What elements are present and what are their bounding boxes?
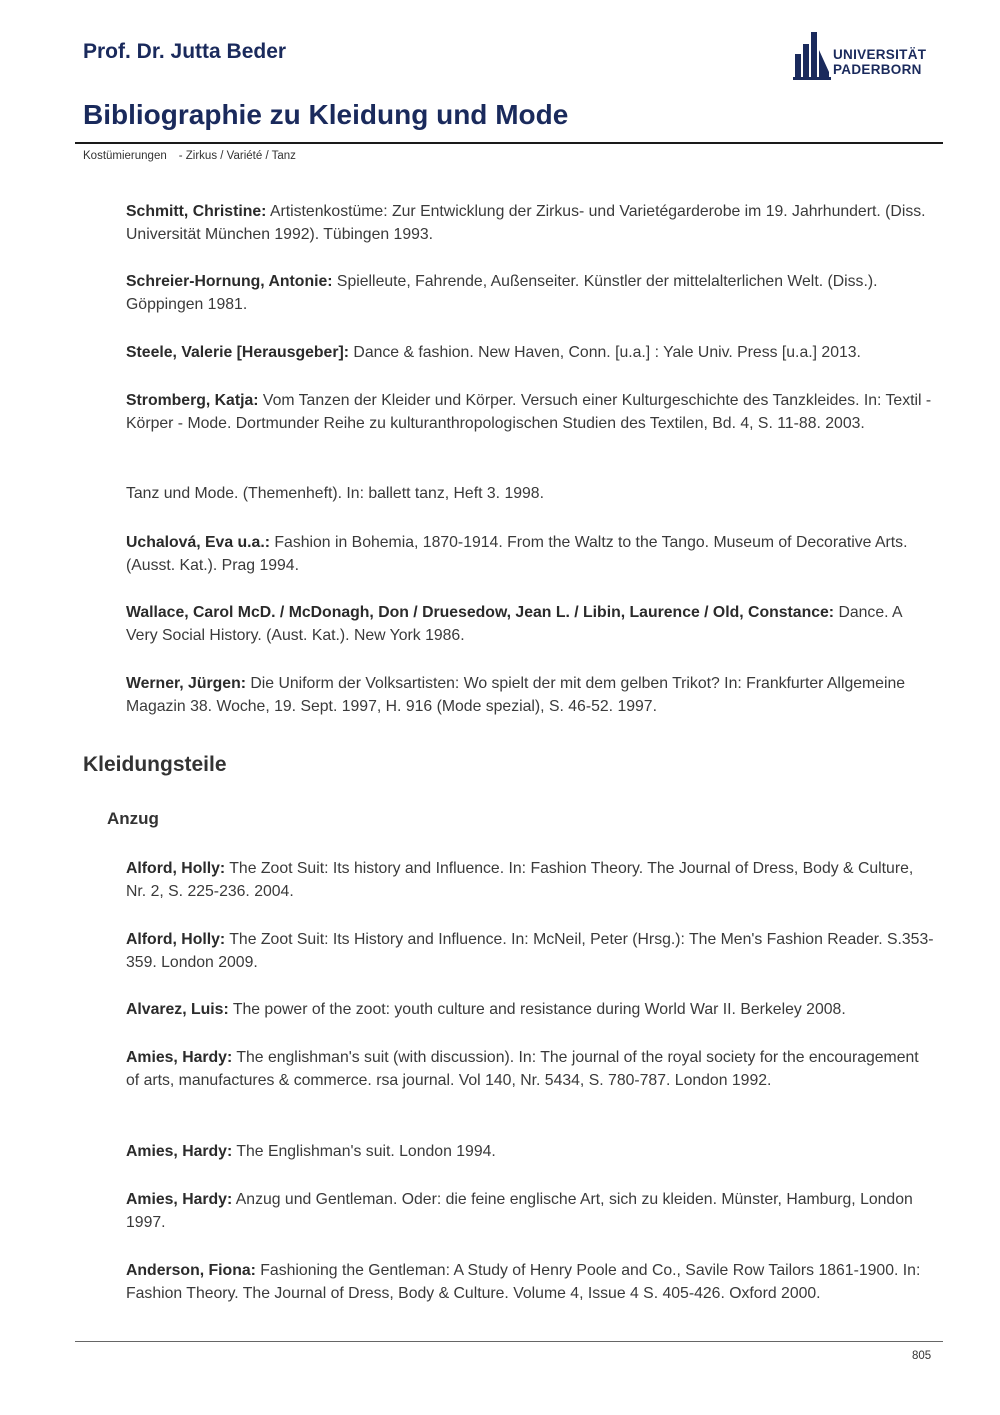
logo-line-2: PADERBORN (833, 62, 922, 77)
entry-text: Fashion in Bohemia, 1870-1914. From the Waltz to the Tango. Museum of Decorative Arts. (Ausst. Kat.). Prag 1994. (126, 534, 908, 574)
entry-text: Spielleute, Fahrende, Außenseiter. Künstler der mittelalterlichen Welt. (Diss.). Göppingen 1981. (126, 273, 878, 313)
bibliography-entry (126, 999, 936, 1022)
entry-author: Werner, Jürgen: (126, 675, 246, 692)
bibliography-entry (126, 858, 936, 903)
bibliography-entry (126, 673, 936, 718)
entry-author: Alford, Holly: (126, 931, 226, 948)
entry-author: Amies, Hardy: (126, 1143, 233, 1160)
bibliography-entry (126, 342, 936, 365)
entry-text: The Zoot Suit: Its History and Influence. In: McNeil, Peter (Hrsg.): The Men's Fashion Reader. S.353-359. London 2009. (126, 931, 934, 971)
entry-author: Steele, Valerie [Herausgeber]: (126, 344, 350, 361)
bibliography-entry (126, 1141, 936, 1164)
bibliography-entry (126, 201, 936, 246)
logo-line-1: UNIVERSITÄT (833, 47, 927, 62)
entry-text: Dance. A Very Social History. (Aust. Kat.). New York 1986. (126, 604, 902, 644)
entry-text: The englishman's suit (with discussion). In: The journal of the royal society for the encouragement of arts, manufactures & commerce. rsa journal. Vol 140, Nr. 5434, S. 780-787. London 1992. (126, 1049, 919, 1089)
entry-author: Schmitt, Christine: (126, 203, 267, 220)
entry-text: Dance & fashion. New Haven, Conn. [u.a.] : Yale Univ. Press [u.a.] 2013. (349, 344, 861, 361)
bibliography-entry (126, 1260, 936, 1305)
footer-divider (75, 1341, 943, 1342)
entry-text: Artistenkostüme: Zur Entwicklung der Zirkus- und Varietégarderobe im 19. Jahrhundert. (Diss. Universität München 1992). Tübingen 1993. (126, 203, 926, 243)
bibliography-entry (126, 929, 936, 974)
entry-author: Alford, Holly: (126, 860, 226, 877)
entry-author: Schreier-Hornung, Antonie: (126, 273, 333, 290)
author-name: Prof. Dr. Jutta Beder (83, 40, 287, 63)
entry-author: Anderson, Fiona: (126, 1262, 256, 1279)
entry-text: Vom Tanzen der Kleider und Körper. Versuch einer Kulturgeschichte des Tanzkleides. In: Textil - Körper - Mode. Dortmunder Reihe zu kulturanthropologischen Studien des Textilen, Bd. 4, S. 11-88. 2003. (126, 392, 932, 432)
breadcrumb (83, 150, 308, 162)
title-divider (75, 142, 943, 144)
entry-text: Fashioning the Gentleman: A Study of Henry Poole and Co., Savile Row Tailors 1861-1900. In: Fashion Theory. The Journal of Dress, Body & Culture. Volume 4, Issue 4 S. 405-426. Oxford 2000. (126, 1262, 921, 1302)
page-title: Bibliographie zu Kleidung und Mode (83, 99, 569, 130)
subsection-heading: Anzug (107, 809, 159, 828)
university-logo-icon (793, 32, 831, 82)
bibliography-entry (126, 602, 936, 647)
entry-text: Anzug und Gentleman. Oder: die feine englische Art, sich zu kleiden. Münster, Hamburg, London 1997. (126, 1191, 913, 1231)
bibliography-entry (126, 1047, 936, 1092)
entry-author: Uchalová, Eva u.a.: (126, 534, 270, 551)
entry-text: The power of the zoot: youth culture and resistance during World War II. Berkeley 2008. (228, 1001, 846, 1018)
entry-text: The Englishman's suit. London 1994. (232, 1143, 496, 1160)
bibliography-entry (126, 390, 936, 435)
logo-text (833, 47, 926, 77)
section-heading: Kleidungsteile (83, 753, 227, 776)
entry-text: The Zoot Suit: Its history and Influence. In: Fashion Theory. The Journal of Dress, Body & Culture, Nr. 2, S. 225-236. 2004. (126, 860, 914, 900)
entry-author: Stromberg, Katja: (126, 392, 259, 409)
entry-author: Wallace, Carol McD. / McDonagh, Don / Druesedow, Jean L. / Libin, Laurence / Old, Constance: (126, 604, 835, 621)
entry-author: Alvarez, Luis: (126, 1001, 229, 1018)
entry-author: Amies, Hardy: (126, 1049, 233, 1066)
page-number: 805 (912, 1350, 932, 1362)
breadcrumb-item-kostuemierungen: Kostümierungen (83, 150, 167, 162)
bibliography-entry (126, 532, 936, 577)
entry-text: Die Uniform der Volksartisten: Wo spielt der mit dem gelben Trikot? In: Frankfurter Allgemeine Magazin 38. Woche, 19. Sept. 1997, H. 916 (Mode spezial), S. 46-52. 1997. (126, 675, 906, 715)
breadcrumb-item-zirkus: - Zirkus / Variété / Tanz (178, 150, 296, 162)
bibliography-entry (126, 483, 936, 506)
bibliography-entry (126, 271, 936, 316)
university-logo (793, 32, 933, 82)
entry-text: Tanz und Mode. (Themenheft). In: ballett tanz, Heft 3. 1998. (126, 485, 544, 502)
entry-author: Amies, Hardy: (126, 1191, 233, 1208)
bibliography-entry (126, 1189, 936, 1234)
